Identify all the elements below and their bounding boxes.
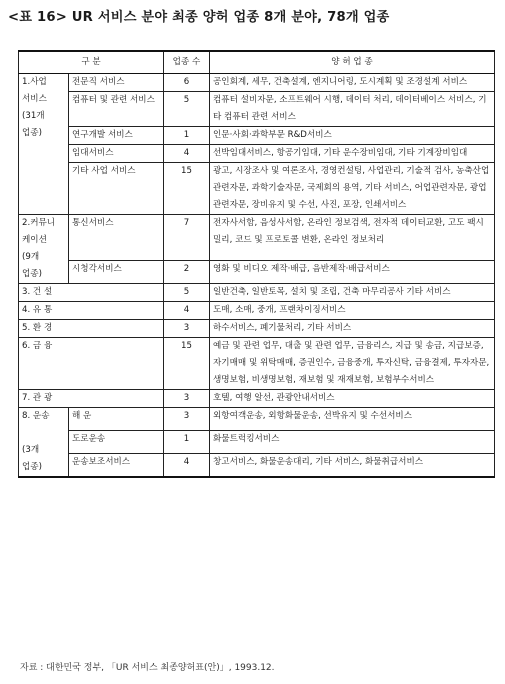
table-row [19,430,495,453]
table-row [19,453,495,477]
count-cell: 4 [164,453,210,477]
count-cell: 3 [164,408,210,431]
items-cell: 공인회계, 세무, 건축설계, 엔지니어링, 도시계획 및 조경설계 서비스 [210,74,495,92]
items-cell: 영화 및 비디오 제작·배급, 음반제작·배급서비스 [210,260,495,283]
concession-table [18,50,495,478]
table-row [19,284,495,302]
items-cell: 호텔, 여행 알선, 관광안내서비스 [210,390,495,408]
subcategory-cell: 전문직 서비스 [69,74,164,92]
subcategory-cell: 운송보조서비스 [69,453,164,477]
items-cell: 도매, 소매, 중개, 프랜차이징서비스 [210,302,495,320]
count-cell: 6 [164,74,210,92]
category-cell [19,302,164,320]
table-row [19,145,495,163]
count-cell: 3 [164,390,210,408]
category-label: 4. 유 통 [22,305,53,315]
category-label: 업종) [22,462,42,472]
items-cell: 예금 및 관련 업무, 대출 및 관련 업무, 금융리스, 지급 및 송금, 지급보증, 자기매매 및 위탁매매, 증권인수, 금융중개, 투자신탁, 금융결제, 투자자문, 생명보험, 비생명보험, 재보험 및 재재보험, 보험부수서비스 [210,338,495,390]
category-cell [19,408,69,478]
count-cell: 7 [164,215,210,261]
category-label [22,425,65,442]
category-label: 7. 관 광 [22,393,53,403]
category-label: 업종) [22,269,42,279]
count-cell: 4 [164,302,210,320]
table-row [19,92,495,127]
count-cell: 1 [164,127,210,145]
items-cell: 컴퓨터 설비자문, 소프트웨어 시행, 데이터 처리, 데이터베이스 서비스, 기타 컴퓨터 관련 서비스 [210,92,495,127]
table-row [19,215,495,261]
subcategory-cell: 연구개발 서비스 [69,127,164,145]
table-row [19,338,495,390]
subcategory-cell: 통신서비스 [69,215,164,261]
count-cell: 4 [164,145,210,163]
subcategory-cell: 컴퓨터 및 관련 서비스 [69,92,164,127]
category-label: (31개 [22,111,45,121]
category-cell [19,390,164,408]
category-label: (9개 [22,252,40,262]
category-label: 업종) [22,128,42,138]
items-cell: 외항여객운송, 외항화물운송, 선박유지 및 수선서비스 [210,408,495,431]
table-row [19,163,495,215]
count-cell: 2 [164,260,210,283]
items-cell: 전자사서함, 음성사서함, 온라인 정보검색, 전자적 데이터교환, 고도 팩시밀리, 코드 및 프로토콜 변환, 온라인 정보처리 [210,215,495,261]
table-row [19,302,495,320]
count-cell: 3 [164,320,210,338]
category-label: (3개 [22,445,40,455]
header-category: 구 분 [19,51,164,74]
category-label: 서비스 [22,94,47,104]
items-cell: 인문·사회·과학부문 R&D서비스 [210,127,495,145]
table-row [19,74,495,92]
items-cell: 광고, 시장조사 및 여론조사, 경영컨설팅, 사업관리, 기술적 검사, 농축산업관련자문, 과학기술자문, 국제회의 용역, 기타 서비스, 어업관련자문, 광업관련자문, 장비유지 및 수선, 사진, 포장, 인쇄서비스 [210,163,495,215]
header-count: 업종 수 [164,51,210,74]
table-row [19,390,495,408]
category-label: 5. 환 경 [22,323,53,333]
category-label: 케이션 [22,235,47,245]
count-cell: 15 [164,338,210,390]
count-cell: 5 [164,92,210,127]
table-row [19,127,495,145]
category-cell [19,74,69,215]
header-items: 양 허 업 종 [210,51,495,74]
category-label: 2.커뮤니 [22,218,56,228]
table-row [19,408,495,431]
count-cell: 1 [164,430,210,453]
source-note: 자료 : 대한민국 정부, 「UR 서비스 최종양허표(안)」, 1993.12. [20,663,275,673]
category-cell [19,215,69,284]
subcategory-cell: 도로운송 [69,430,164,453]
items-cell: 일반건축, 일반토목, 설치 및 조립, 건축 마무리공사 기타 서비스 [210,284,495,302]
subcategory-cell: 해 운 [69,408,164,431]
count-cell: 15 [164,163,210,215]
category-cell [19,284,164,302]
category-label: 3. 건 설 [22,287,53,297]
category-label: 1.사업 [22,77,47,87]
subcategory-cell: 임대서비스 [69,145,164,163]
subcategory-cell: 기타 사업 서비스 [69,163,164,215]
category-cell [19,338,164,390]
table-row [19,260,495,283]
items-cell: 하수서비스, 폐기물처리, 기타 서비스 [210,320,495,338]
subcategory-cell: 시청각서비스 [69,260,164,283]
count-cell: 5 [164,284,210,302]
table-row [19,320,495,338]
header-row [19,51,495,74]
items-cell: 선박임대서비스, 항공기임대, 기타 운수장비임대, 기타 기계장비임대 [210,145,495,163]
category-label: 6. 금 융 [22,341,53,351]
category-cell [19,320,164,338]
table-title: <표 16> UR 서비스 분야 최종 양허 업종 8개 분야, 78개 업종 [8,10,390,25]
category-label: 8. 운송 [22,411,50,421]
items-cell: 창고서비스, 화물운송대리, 기타 서비스, 화물취급서비스 [210,453,495,477]
items-cell: 화물트럭킹서비스 [210,430,495,453]
table-body [19,74,495,478]
